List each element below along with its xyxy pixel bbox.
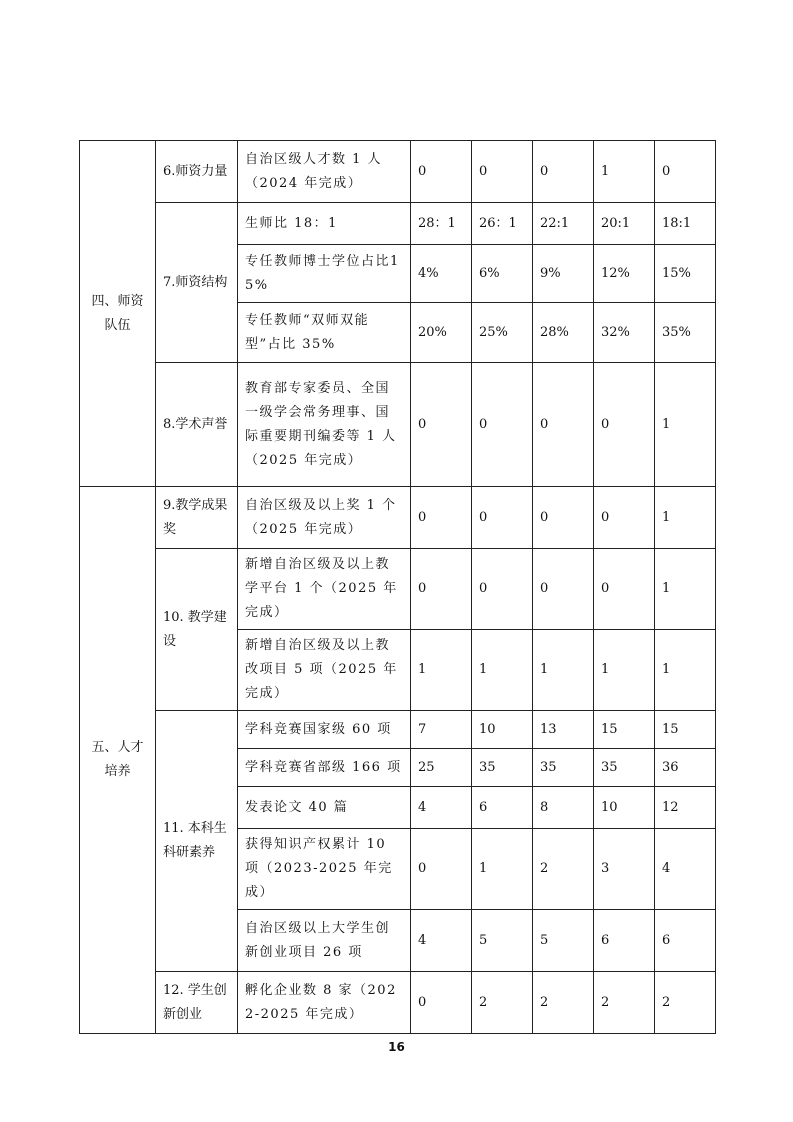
indicator-cell: 专任教师“双师双能型”占比 35%: [238, 303, 411, 363]
subcategory-cell: 12. 学生创新创业: [156, 972, 238, 1034]
value-cell: 1: [655, 487, 716, 549]
subcategory-cell: 11. 本科生科研素养: [156, 711, 238, 972]
value-cell: 0: [655, 141, 716, 203]
subcategory-cell: 10. 教学建设: [156, 549, 238, 711]
indicator-table-body: [80, 141, 716, 1034]
value-cell: 6%: [472, 245, 533, 303]
value-cell: 4%: [411, 245, 472, 303]
value-cell: 13: [533, 711, 594, 749]
table-row: [80, 141, 716, 203]
value-cell: 2: [594, 972, 655, 1034]
indicator-cell: 发表论文 40 篇: [238, 787, 411, 829]
subcategory-cell: 7.师资结构: [156, 203, 238, 363]
value-cell: 2: [655, 972, 716, 1034]
value-cell: 15: [655, 711, 716, 749]
page-number: 16: [388, 1040, 405, 1054]
value-cell: 7: [411, 711, 472, 749]
subcategory-cell: 9.教学成果奖: [156, 487, 238, 549]
value-cell: 25: [411, 749, 472, 787]
value-cell: 0: [533, 487, 594, 549]
value-cell: 6: [655, 910, 716, 972]
category-cell: 四、师资队伍: [80, 141, 156, 487]
value-cell: 8: [533, 787, 594, 829]
indicator-cell: 自治区级及以上奖 1 个（2025 年完成）: [238, 487, 411, 549]
value-cell: 26：1: [472, 203, 533, 245]
value-cell: 35%: [655, 303, 716, 363]
value-cell: 0: [472, 487, 533, 549]
value-cell: 20:1: [594, 203, 655, 245]
value-cell: 4: [655, 829, 716, 910]
value-cell: 10: [472, 711, 533, 749]
value-cell: 0: [594, 549, 655, 630]
indicator-cell: 生师比 18：1: [238, 203, 411, 245]
indicator-table: [79, 140, 716, 1034]
value-cell: 0: [411, 549, 472, 630]
value-cell: 0: [411, 487, 472, 549]
value-cell: 1: [472, 829, 533, 910]
table-row: [80, 203, 716, 245]
value-cell: 4: [411, 910, 472, 972]
value-cell: 18:1: [655, 203, 716, 245]
indicator-cell: 教育部专家委员、全国一级学会常务理事、国际重要期刊编委等 1 人（2025 年完成）: [238, 363, 411, 487]
indicator-cell: 新增自治区级及以上教改项目 5 项（2025 年完成）: [238, 630, 411, 711]
value-cell: 0: [594, 487, 655, 549]
indicator-cell: 学科竞赛国家级 60 项: [238, 711, 411, 749]
indicator-cell: 获得知识产权累计 10 项（2023-2025 年完成）: [238, 829, 411, 910]
value-cell: 3: [594, 829, 655, 910]
value-cell: 9%: [533, 245, 594, 303]
value-cell: 1: [411, 630, 472, 711]
value-cell: 0: [411, 829, 472, 910]
value-cell: 6: [472, 787, 533, 829]
value-cell: 5: [472, 910, 533, 972]
value-cell: 22:1: [533, 203, 594, 245]
value-cell: 0: [472, 363, 533, 487]
indicator-cell: 学科竞赛省部级 166 项: [238, 749, 411, 787]
value-cell: 20%: [411, 303, 472, 363]
value-cell: 2: [472, 972, 533, 1034]
value-cell: 1: [594, 141, 655, 203]
value-cell: 1: [472, 630, 533, 711]
table-row: [80, 711, 716, 749]
value-cell: 0: [594, 363, 655, 487]
value-cell: 32%: [594, 303, 655, 363]
value-cell: 0: [472, 549, 533, 630]
value-cell: 28：1: [411, 203, 472, 245]
value-cell: 0: [533, 363, 594, 487]
value-cell: 1: [655, 549, 716, 630]
subcategory-cell: 6.师资力量: [156, 141, 238, 203]
value-cell: 35: [472, 749, 533, 787]
value-cell: 15%: [655, 245, 716, 303]
value-cell: 35: [594, 749, 655, 787]
value-cell: 4: [411, 787, 472, 829]
value-cell: 2: [533, 829, 594, 910]
value-cell: 35: [533, 749, 594, 787]
value-cell: 12%: [594, 245, 655, 303]
value-cell: 25%: [472, 303, 533, 363]
value-cell: 1: [655, 630, 716, 711]
value-cell: 5: [533, 910, 594, 972]
value-cell: 12: [655, 787, 716, 829]
value-cell: 0: [533, 549, 594, 630]
value-cell: 15: [594, 711, 655, 749]
value-cell: 10: [594, 787, 655, 829]
subcategory-cell: 8.学术声誉: [156, 363, 238, 487]
value-cell: 2: [533, 972, 594, 1034]
value-cell: 0: [472, 141, 533, 203]
value-cell: 1: [533, 630, 594, 711]
value-cell: 36: [655, 749, 716, 787]
category-cell: 五、人才培养: [80, 487, 156, 1034]
indicator-cell: 孵化企业数 8 家（2022-2025 年完成）: [238, 972, 411, 1034]
table-row: [80, 549, 716, 630]
indicator-cell: 自治区级人才数 1 人（2024 年完成）: [238, 141, 411, 203]
indicator-cell: 新增自治区级及以上教学平台 1 个（2025 年完成）: [238, 549, 411, 630]
indicator-cell: 自治区级以上大学生创新创业项目 26 项: [238, 910, 411, 972]
table-row: [80, 363, 716, 487]
value-cell: 0: [533, 141, 594, 203]
value-cell: 1: [655, 363, 716, 487]
table-row: [80, 487, 716, 549]
value-cell: 0: [411, 972, 472, 1034]
value-cell: 0: [411, 141, 472, 203]
value-cell: 1: [594, 630, 655, 711]
indicator-cell: 专任教师博士学位占比15%: [238, 245, 411, 303]
value-cell: 0: [411, 363, 472, 487]
value-cell: 28%: [533, 303, 594, 363]
table-row: [80, 972, 716, 1034]
value-cell: 6: [594, 910, 655, 972]
